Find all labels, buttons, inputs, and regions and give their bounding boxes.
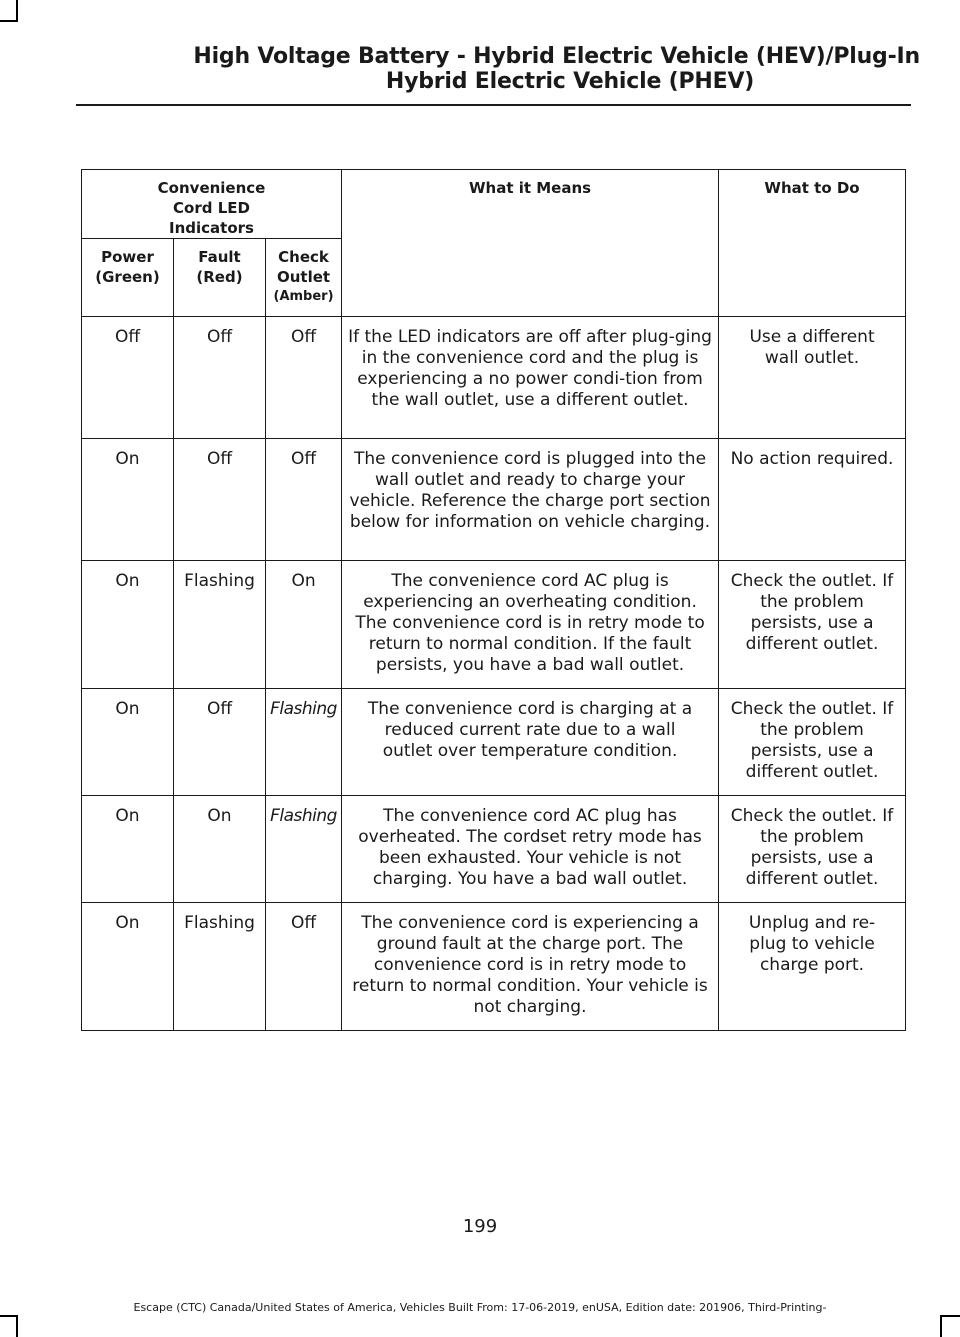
table-row	[82, 903, 906, 1031]
check-outlet-header: Check Outlet (Amber)	[266, 239, 342, 317]
table-row	[82, 439, 906, 561]
check-cell: Off	[266, 439, 342, 561]
led-indicator-table	[81, 169, 906, 1031]
todo-cell: No action required.	[719, 439, 906, 561]
group-header: Convenience Cord LED Indicators	[82, 170, 342, 239]
page-number: 199	[462, 1216, 498, 1237]
power-cell: On	[82, 439, 174, 561]
footer-text: Escape (CTC) Canada/United States of America, Vehicles Built From: 17-06-2019, enUSA, Edition date: 201906, Third-Printing-	[133, 1301, 827, 1314]
power-cell: Off	[82, 317, 174, 439]
todo-cell: Check the outlet. If the problem persists, use a different outlet.	[719, 561, 906, 689]
page-title-line1: High Voltage Battery - Hybrid Electric Vehicle (HEV)/Plug-In	[193, 44, 920, 69]
todo-cell: Unplug and re-plug to vehicle charge port.	[719, 903, 906, 1031]
table-row	[82, 561, 906, 689]
check-cell: On	[266, 561, 342, 689]
crop-mark	[940, 1315, 942, 1337]
what-it-means-header: What it Means	[342, 170, 719, 317]
page-title-line2: Hybrid Electric Vehicle (PHEV)	[385, 69, 755, 94]
amber-label: (Amber)	[273, 289, 334, 304]
crop-mark	[16, 0, 18, 22]
fault-header: Fault (Red)	[174, 239, 266, 317]
table-row	[82, 689, 906, 796]
what-to-do-header: What to Do	[719, 170, 906, 317]
means-cell: The convenience cord is plugged into the wall outlet and ready to charge your vehicle. Reference the charge port section below for information on vehicle charging.	[342, 439, 719, 561]
power-cell: On	[82, 903, 174, 1031]
power-cell: On	[82, 561, 174, 689]
power-header: Power (Green)	[82, 239, 174, 317]
header-divider	[76, 104, 911, 106]
crop-mark	[0, 1315, 18, 1317]
fault-cell: Off	[174, 439, 266, 561]
means-cell: The convenience cord AC plug is experiencing an overheating condition. The convenience cord is in retry mode to return to normal condition. If the fault persists, you have a bad wall outlet.	[342, 561, 719, 689]
todo-cell: Use a different wall outlet.	[719, 317, 906, 439]
means-cell: The convenience cord is charging at a reduced current rate due to a wall outlet over temperature condition.	[342, 689, 719, 796]
check-cell: Off	[266, 317, 342, 439]
page-title	[80, 44, 920, 94]
todo-cell: Check the outlet. If the problem persists, use a different outlet.	[719, 796, 906, 903]
crop-mark	[0, 20, 18, 22]
table-row	[82, 317, 906, 439]
fault-cell: Off	[174, 689, 266, 796]
table-row	[82, 796, 906, 903]
fault-cell: On	[174, 796, 266, 903]
crop-mark	[940, 1315, 960, 1317]
power-cell: On	[82, 796, 174, 903]
check-cell: Off	[266, 903, 342, 1031]
check-cell: Flashing	[266, 796, 342, 903]
fault-cell: Flashing	[174, 903, 266, 1031]
power-cell: On	[82, 689, 174, 796]
fault-cell: Flashing	[174, 561, 266, 689]
means-cell: The convenience cord is experiencing a ground fault at the charge port. The convenience cord is in retry mode to return to normal condition. Your vehicle is not charging.	[342, 903, 719, 1031]
todo-cell: Check the outlet. If the problem persists, use a different outlet.	[719, 689, 906, 796]
crop-mark	[16, 1315, 18, 1337]
check-cell: Flashing	[266, 689, 342, 796]
fault-cell: Off	[174, 317, 266, 439]
means-cell: If the LED indicators are off after plug-ging in the convenience cord and the plug is experiencing a no power condi-tion from the wall outlet, use a different outlet.	[342, 317, 719, 439]
means-cell: The convenience cord AC plug has overheated. The cordset retry mode has been exhausted. Your vehicle is not charging. You have a bad wall outlet.	[342, 796, 719, 903]
